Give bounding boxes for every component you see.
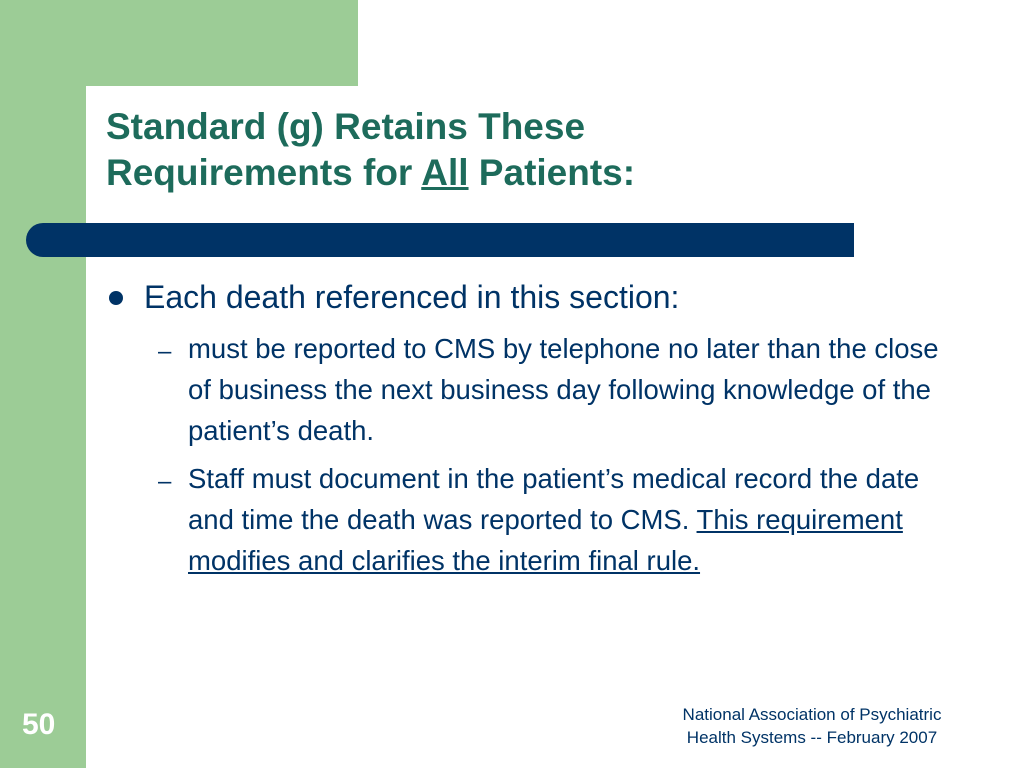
title-divider-bar bbox=[26, 223, 854, 257]
sub-bullet-2-emphasis: This requirement modifies and clarifies the interim final rule. bbox=[188, 504, 903, 576]
slide-number: 50 bbox=[22, 708, 56, 741]
title-line-1: Standard (g) Retains These bbox=[106, 106, 586, 147]
title-line-2-prefix: Requirements for bbox=[106, 152, 422, 193]
main-bullet-text: Each death referenced in this section: bbox=[144, 279, 680, 315]
bullet-dot-icon bbox=[109, 291, 123, 305]
top-green-band bbox=[0, 0, 358, 86]
sub-bullet-dash-2: – bbox=[158, 468, 172, 495]
footer-line-1: National Association of Psychiatric bbox=[682, 705, 942, 724]
sub-bullet-1-text: must be reported to CMS by telephone no later than the close of business the next business day following knowledge of the patient’s death. bbox=[188, 333, 939, 446]
footer-line-2: Health Systems -- February 2007 bbox=[686, 728, 938, 747]
title-emphasis-all: All bbox=[421, 152, 469, 193]
slide-title bbox=[106, 104, 866, 196]
sub-bullet-2 bbox=[188, 458, 948, 581]
sub-bullet-2-text: Staff must document in the patient’s medical record the date and time the death was reported to CMS. bbox=[188, 463, 920, 535]
sub-bullet-dash-1: – bbox=[158, 338, 172, 365]
title-line-2-suffix: Patients: bbox=[468, 152, 636, 193]
left-green-band bbox=[0, 0, 86, 768]
footer-credit bbox=[640, 703, 984, 749]
